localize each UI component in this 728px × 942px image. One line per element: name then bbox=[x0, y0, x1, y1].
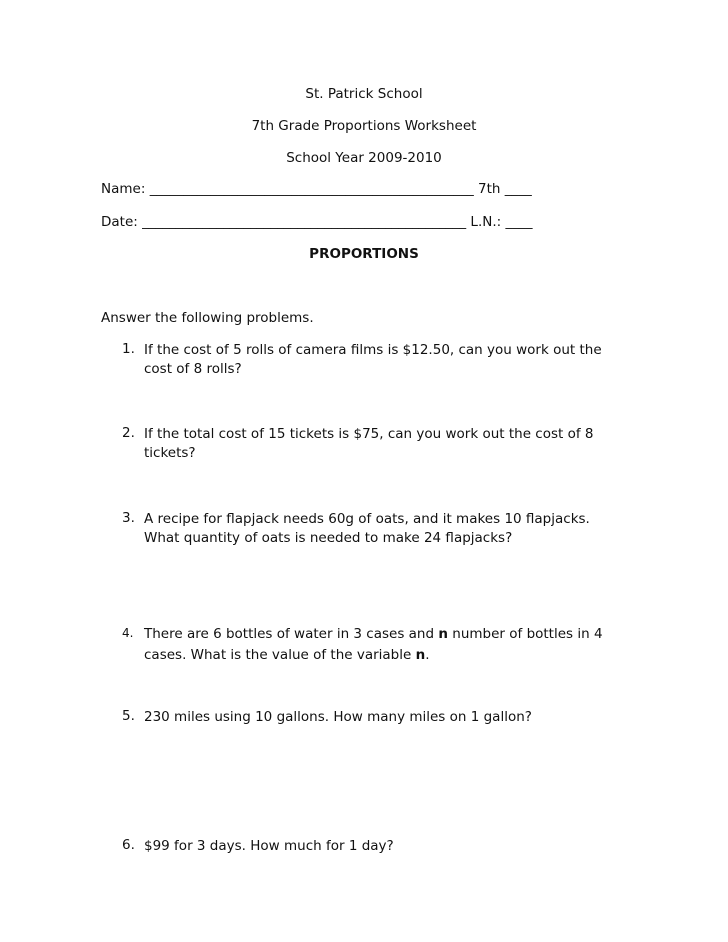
grade-blank[interactable]: ____ bbox=[504, 181, 532, 197]
problem-text-part: . bbox=[425, 647, 430, 663]
problem-number: 1. bbox=[122, 341, 135, 357]
problem-number: 3. bbox=[122, 510, 135, 526]
section-title: PROPORTIONS bbox=[309, 246, 419, 262]
variable-n: n bbox=[415, 647, 426, 663]
problem-text: 230 miles using 10 gallons. How many miles on 1 gallon? bbox=[144, 709, 532, 725]
name-field-row bbox=[101, 181, 532, 197]
date-label: Date: bbox=[101, 214, 138, 230]
instructions: Answer the following problems. bbox=[101, 310, 314, 326]
date-blank[interactable]: ________________________________________________ bbox=[142, 214, 467, 230]
name-label: Name: bbox=[101, 181, 146, 197]
ln-label: L.N.: bbox=[470, 214, 502, 230]
problem-text: $99 for 3 days. How much for 1 day? bbox=[144, 838, 394, 854]
problem-text: If the total cost of 15 tickets is $75, can you work out the cost of 8 tickets? bbox=[144, 426, 594, 461]
date-field-row bbox=[101, 214, 532, 230]
problem-text bbox=[144, 624, 624, 666]
variable-n: n bbox=[438, 626, 448, 642]
problem-text: If the cost of 5 rolls of camera films is $12.50, can you work out the cost of 8 rolls? bbox=[144, 342, 602, 377]
problem-number: 6. bbox=[122, 837, 135, 853]
problem-number: 2. bbox=[122, 425, 135, 441]
problem-number: 5. bbox=[122, 708, 135, 724]
worksheet-title: 7th Grade Proportions Worksheet bbox=[251, 118, 477, 134]
name-blank[interactable]: ________________________________________________ bbox=[149, 181, 474, 197]
school-name: St. Patrick School bbox=[305, 86, 423, 102]
school-year: School Year 2009-2010 bbox=[286, 150, 442, 166]
problem-number: 4. bbox=[122, 626, 134, 640]
problem-text-part: number of bottles in 4 cases. What is the value of the variable bbox=[144, 626, 603, 663]
problem-text: A recipe for flapjack needs 60g of oats, and it makes 10 flapjacks. What quantity of oats is needed to make 24 flapjacks? bbox=[144, 511, 590, 546]
problem-text-part: There are 6 bottles of water in 3 cases and bbox=[144, 626, 435, 642]
ln-blank[interactable]: ____ bbox=[505, 214, 533, 230]
grade-label: 7th bbox=[477, 181, 501, 197]
